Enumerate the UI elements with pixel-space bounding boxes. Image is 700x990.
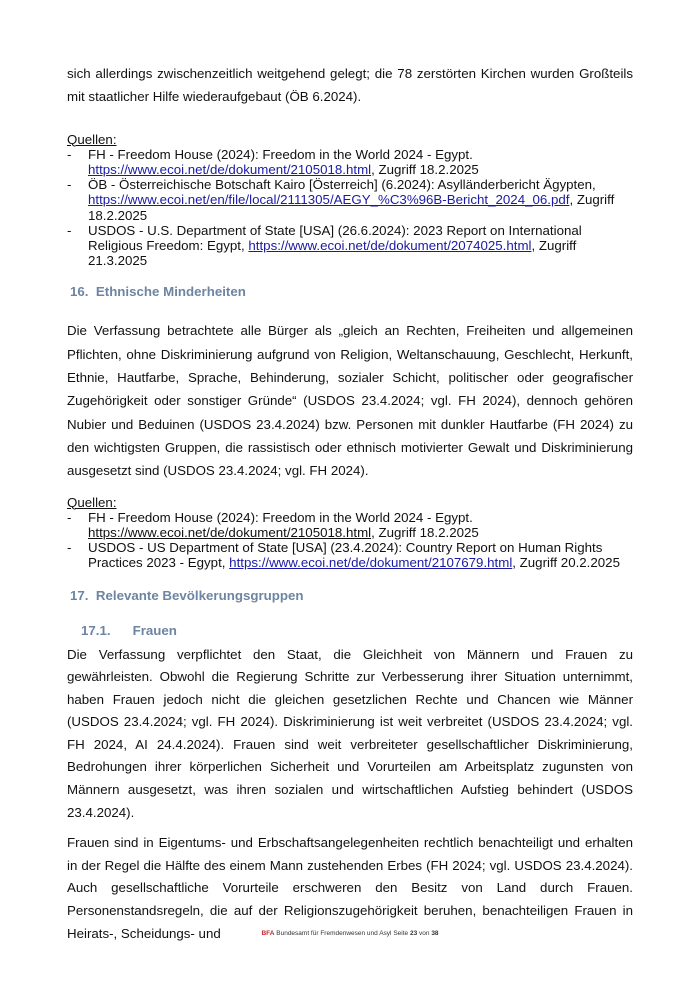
source-text: FH - Freedom House (2024): Freedom in the World 2024 - Egypt. <box>88 509 473 525</box>
source-text: USDOS - U.S. Department of State [USA] (26.6.2024): 2023 Report on International Religious Freedom: Egypt, <box>88 222 582 254</box>
source-access-date: , Zugriff 18.2.2025 <box>371 162 479 177</box>
source-link[interactable]: https://www.ecoi.net/de/dokument/2107679.html <box>229 555 513 571</box>
section-number: 16. <box>70 284 89 300</box>
intro-paragraph: sich allerdings zwischenzeitlich weitgehend gelegt; die 78 zerstörten Kirchen wurden Großteils mit staatlicher Hilfe wiederaufgebaut (ÖB 6.2024). <box>67 66 633 105</box>
section-title: Ethnische Minderheiten <box>95 284 246 300</box>
source-item <box>67 177 633 223</box>
document-body <box>67 62 633 945</box>
frauen-paragraph-2: Frauen sind in Eigentums- und Erbschaftsangelegenheiten rechtlich benachteiligt und erhalten in der Regel die Hälfte des einem Mann zustehenden Erbes (FH 2024; vgl. USDOS 23.4.2024). Auch gesellschaftliche Vorurteile erschweren den Besitz von Land durch Frauen. Personenstandsregeln, die auf der Religionszugehörigkeit beruhen, benachteiligen Frauen in Heirats-, Scheidungs- und <box>67 835 633 941</box>
frauen-paragraph-1: Die Verfassung verpflichtet den Staat, die Gleichheit von Männern und Frauen zu gewährleisten. Obwohl die Regierung Schritte zur Verbesserung ihrer Situation unternimmt, haben Frauen jedoch nicht die gleichen gesetzlichen Rechte und Chancen wie Männer (USDOS 23.4.2024; vgl. FH 2024). Diskriminierung ist weit verbreitet (USDOS 23.4.2024; vgl. FH 2024, AI 24.4.2024). Frauen sind weit verbreiteter gesellschaftlicher Diskriminierung, Bedrohungen ihrer körperlichen Sicherheit und Vorurteilen am Arbeitsplatz zugunsten von Männern ausgesetzt, was ihren sozialen und wirtschaftlichen Aufstieg behindert (USDOS 23.4.2024). <box>67 646 633 820</box>
source-link[interactable]: https://www.ecoi.net/de/dokument/2105018.html <box>88 524 372 540</box>
bfa-logo: BFA <box>261 930 275 937</box>
section-16-paragraph: Die Verfassung betrachtete alle Bürger als „gleich an Rechten, Freiheiten und allgemeinen Pflichten, ohne Diskriminierung aufgrund von Religion, Weltanschauung, Geschlecht, Herkunft, Ethnie, Hautfarbe, Sprache, Behinderung, sozialer Schicht, politischer oder geografischer Zugehörigkeit oder sonstiger Gründe“ (USDOS 23.4.2024; vgl. FH 2024), dennoch gehören Nubier und Beduinen (USDOS 23.4.2024) bzw. Personen mit dunkler Hautfarbe (FH 2024) zu den wichtigsten Gruppen, die rassistisch oder ethnisch motivierter Gewalt und Diskriminierung ausgesetzt sind (USDOS 23.4.2024; vgl. FH 2024). <box>67 323 633 479</box>
source-text: ÖB - Österreichische Botschaft Kairo [Österreich] (6.2024): Asylländerbericht Ägypten, <box>88 177 596 193</box>
section-number: 17. <box>70 587 89 603</box>
source-access-date: , Zugriff 18.2.2025 <box>371 524 479 540</box>
page-footer <box>0 930 700 937</box>
section-heading-16 <box>70 284 633 300</box>
source-item <box>67 147 633 177</box>
source-text: USDOS - US Department of State [USA] (23.4.2024): Country Report on Human Rights Practices 2023 - Egypt, <box>88 540 603 571</box>
subsection-title: Frauen <box>132 622 177 638</box>
source-text: FH - Freedom House (2024): Freedom in the World 2024 - Egypt. <box>88 146 473 162</box>
sources-list-1 <box>67 132 633 269</box>
source-access-date: , Zugriff 18.2.2025 <box>88 192 615 223</box>
subsection-number: 17.1. <box>81 622 111 638</box>
page-label: Seite <box>393 930 409 937</box>
agency-name: Bundesamt für Fremdenwesen und Asyl <box>276 930 392 937</box>
section-heading-17 <box>70 588 633 604</box>
source-item <box>67 540 633 570</box>
source-link[interactable]: https://www.ecoi.net/en/file/local/2111305/AEGY_%C3%96B-Bericht_2024_06.pdf <box>88 192 570 208</box>
subsection-heading-17-1 <box>81 623 633 639</box>
of-label: von <box>419 930 430 937</box>
source-access-date: , Zugriff 20.2.2025 <box>512 555 620 571</box>
sources-label: Quellen: <box>67 494 117 510</box>
source-link[interactable]: https://www.ecoi.net/de/dokument/2074025.html <box>248 238 532 254</box>
total-pages: 38 <box>431 930 439 937</box>
source-item <box>67 223 633 269</box>
section-title: Relevante Bevölkerungsgruppen <box>95 587 304 603</box>
page-number: 23 <box>409 930 418 937</box>
source-item <box>67 510 633 540</box>
sources-list-2 <box>67 495 633 571</box>
sources-label: Quellen: <box>67 131 117 147</box>
source-link[interactable]: https://www.ecoi.net/de/dokument/2105018.html <box>88 162 372 177</box>
source-access-date: , Zugriff 21.3.2025 <box>88 238 577 269</box>
